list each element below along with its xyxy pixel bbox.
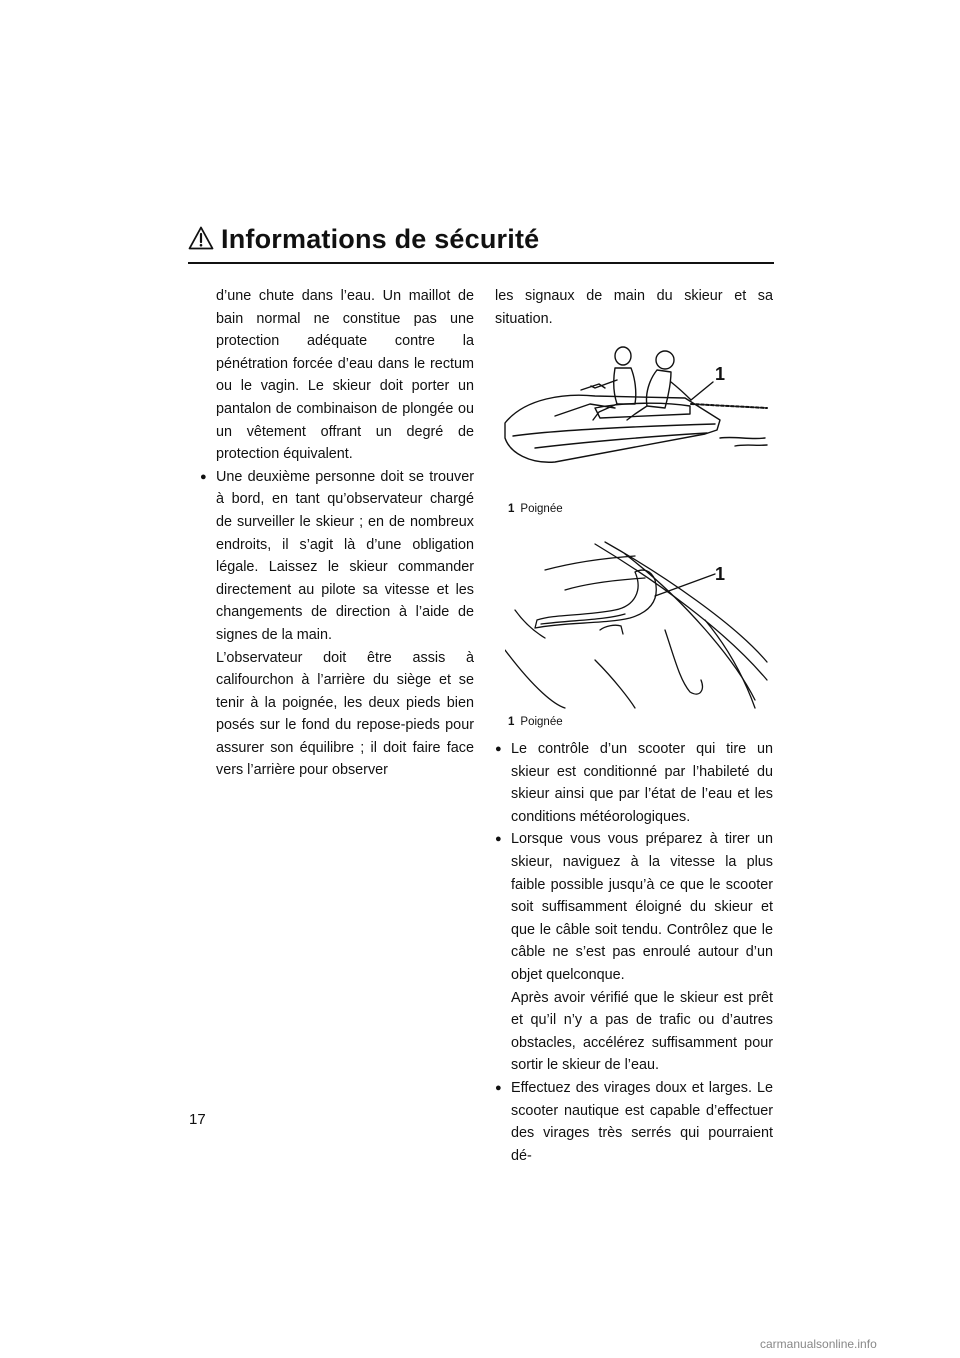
right-bullet-list [495, 738, 773, 1167]
bullet-icon: ● [495, 1081, 502, 1094]
figure-2-caption [508, 715, 563, 729]
caption-text: Poignée [520, 716, 563, 728]
caption-number: 1 [508, 503, 515, 515]
page-title: Informations de sécurité [221, 224, 540, 254]
figure-1-caption [508, 502, 563, 516]
bullet-icon: ● [200, 470, 207, 483]
right-intro-paragraph: les signaux de main du skieur et sa situation. [495, 288, 773, 327]
grab-handle-illustration [505, 540, 770, 710]
list-item [495, 1077, 773, 1167]
left-column [200, 285, 474, 782]
caption-text: Poignée [520, 503, 563, 515]
caption-number: 1 [508, 716, 515, 728]
page-number: 17 [189, 1111, 206, 1128]
source-watermark: carmanualsonline.info [760, 1337, 877, 1351]
figure-2-callout: 1 [715, 564, 726, 584]
list-item-text: Lorsque vous vous préparez à tirer un skieur, naviguez à la vitesse la plus faible possible jusqu’à ce que le scooter soit suffisamment éloigné du skieur et que le câble soit tendu. Contrôlez que le câble ne s’est pas enroulé autour d’un objet quelconque. [511, 831, 773, 983]
list-item-text: Le contrôle d’un scooter qui tire un skieur est conditionné par l’habileté du skieur ainsi que par l’état de l’eau et les conditions météorologiques. [511, 741, 773, 825]
list-item-text: Effectuez des virages doux et larges. Le scooter nautique est capable d’effectuer des virages très serrés qui pourraient dé- [511, 1079, 773, 1164]
bullet-icon: ● [495, 833, 502, 846]
figure-1-callout: 1 [715, 364, 726, 384]
bullet-icon: ● [495, 743, 502, 755]
list-item-continuation: Après avoir vérifié que le skieur est prêt et qu’il n’y a pas de trafic ou d’autres obstacles, accélérez suffisamment pour sortir le skieur de l’eau. [511, 989, 773, 1074]
list-item [495, 828, 773, 1077]
page-header [188, 222, 774, 264]
list-item-continuation: L’observateur doit être assis à califourchon à l’arrière du siège et se tenir à la poignée, les deux pieds bien posés sur le fond du repose-pieds pour assurer son équilibre ; il doit faire face vers l’arrière pour observer [216, 649, 474, 779]
watercraft-riders-illustration [495, 338, 775, 468]
list-item [495, 738, 773, 828]
warning-triangle-icon [188, 226, 214, 250]
left-intro-paragraph: d’une chute dans l’eau. Un maillot de bain normal ne constitue pas une protection adéquate contre la pénétration forcée d’eau dans le rectum ou le vagin. Le skieur doit porter un pantalon de combinaison de plongée ou un vêtement offrant un degré de protection équivalent. [216, 288, 474, 463]
list-item-text: Une deuxième personne doit se trouver à bord, en tant qu’observateur chargé de surveiller le skieur ; en de nombreux endroits, il s’agit là d’une obligation légale. Laissez le skieur commander directement au pilote sa vitesse et les changements de direction à l’aide de signes de la main. [216, 468, 474, 643]
right-column [495, 285, 773, 330]
list-item [200, 466, 474, 782]
